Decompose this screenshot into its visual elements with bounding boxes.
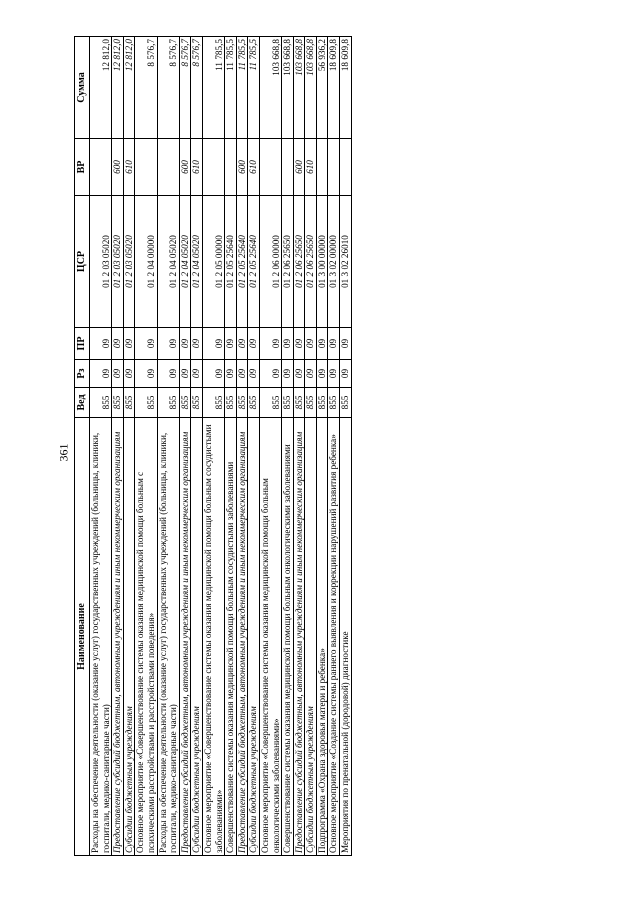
cell-ved: 855 (236, 388, 248, 418)
cell-name: Предоставление субсидий бюджетным, автономным учреждениям и иным некоммерческим организациям (236, 418, 248, 856)
cell-rz: 09 (90, 360, 112, 388)
cell-name: Расходы на обеспечение деятельности (оказание услуг) государственных учреждений (больницы, клиники, госпитали, медико-санитарные части) (157, 418, 179, 856)
cell-csr: 01 3 02 26010 (340, 196, 352, 328)
cell-ved: 855 (179, 388, 191, 418)
cell-vr: 610 (123, 139, 135, 196)
header-rz: Рз (75, 360, 90, 388)
cell-csr: 01 2 05 25640 (248, 196, 260, 328)
cell-ved: 855 (328, 388, 340, 418)
cell-sum: 11 785,5 (248, 37, 260, 139)
cell-name: Субсидии бюджетным учреждениям (191, 418, 203, 856)
cell-rz: 09 (248, 360, 260, 388)
cell-rz: 09 (259, 360, 281, 388)
cell-name: Расходы на обеспечение деятельности (оказание услуг) государственных учреждений (больницы, клиники, госпитали, медико-санитарные части) (90, 418, 112, 856)
cell-vr: 610 (248, 139, 260, 196)
cell-vr: 610 (191, 139, 203, 196)
cell-csr: 01 2 06 25650 (293, 196, 305, 328)
cell-pr: 09 (305, 328, 317, 360)
cell-vr: 600 (112, 139, 124, 196)
cell-vr (282, 139, 294, 196)
cell-name: Субсидии бюджетным учреждениям (248, 418, 260, 856)
cell-ved: 855 (135, 388, 157, 418)
cell-rz: 09 (316, 360, 328, 388)
cell-ved: 855 (191, 388, 203, 418)
cell-rz: 09 (135, 360, 157, 388)
cell-vr (202, 139, 224, 196)
cell-sum: 11 785,5 (236, 37, 248, 139)
table-row (259, 37, 281, 856)
cell-pr: 09 (112, 328, 124, 360)
cell-vr: 600 (179, 139, 191, 196)
cell-sum: 11 785,5 (202, 37, 224, 139)
cell-name: Субсидии бюджетным учреждениям (305, 418, 317, 856)
cell-ved: 855 (90, 388, 112, 418)
header-name: Наименование (75, 418, 90, 856)
cell-pr: 09 (259, 328, 281, 360)
cell-pr: 09 (90, 328, 112, 360)
cell-sum: 18 609,8 (328, 37, 340, 139)
cell-name: Основное мероприятие «Совершенствование системы оказания медицинской помощи больным с психическими расстройствами и расстройствами поведения» (135, 418, 157, 856)
cell-vr: 600 (236, 139, 248, 196)
cell-vr (328, 139, 340, 196)
cell-csr: 01 2 05 00000 (202, 196, 224, 328)
cell-sum: 103 668,8 (259, 37, 281, 139)
table-row (328, 37, 340, 856)
cell-rz: 09 (305, 360, 317, 388)
cell-name: Предоставление субсидий бюджетным, автономным учреждениям и иным некоммерческим организациям (112, 418, 124, 856)
table-row (112, 37, 124, 856)
cell-name: Субсидии бюджетным учреждениям (123, 418, 135, 856)
cell-ved: 855 (259, 388, 281, 418)
cell-csr: 01 2 04 05020 (157, 196, 179, 328)
cell-name: Мероприятия по пренатальной (дородовой) диагностике (340, 418, 352, 856)
cell-rz: 09 (328, 360, 340, 388)
cell-rz: 09 (191, 360, 203, 388)
cell-csr: 01 2 06 25650 (305, 196, 317, 328)
budget-table (74, 36, 352, 856)
rotated-page-content (74, 37, 576, 856)
table-row (202, 37, 224, 856)
cell-rz: 09 (123, 360, 135, 388)
cell-pr: 09 (123, 328, 135, 360)
cell-sum: 8 576,7 (179, 37, 191, 139)
cell-csr: 01 2 05 25640 (225, 196, 237, 328)
cell-vr: 610 (305, 139, 317, 196)
cell-pr: 09 (191, 328, 203, 360)
table-row (123, 37, 135, 856)
cell-sum: 11 785,5 (225, 37, 237, 139)
cell-pr: 09 (328, 328, 340, 360)
cell-vr (340, 139, 352, 196)
cell-csr: 01 2 04 05020 (191, 196, 203, 328)
table-row (157, 37, 179, 856)
table-row (293, 37, 305, 856)
cell-sum: 103 668,8 (293, 37, 305, 139)
cell-ved: 855 (293, 388, 305, 418)
cell-ved: 855 (112, 388, 124, 418)
cell-ved: 855 (305, 388, 317, 418)
page-number: 361 (56, 443, 71, 462)
cell-pr: 09 (135, 328, 157, 360)
cell-csr: 01 3 00 00000 (316, 196, 328, 328)
cell-name: Совершенствование системы оказания медицинской помощи больным онкологическими заболеваниями (282, 418, 294, 856)
table-row (248, 37, 260, 856)
cell-sum: 18 609,8 (340, 37, 352, 139)
cell-rz: 09 (225, 360, 237, 388)
table-header-row (75, 37, 90, 856)
cell-sum: 12 812,0 (112, 37, 124, 139)
table-row (305, 37, 317, 856)
cell-sum: 8 576,7 (191, 37, 203, 139)
table-row (316, 37, 328, 856)
table-row (90, 37, 112, 856)
cell-ved: 855 (316, 388, 328, 418)
cell-csr: 01 2 04 05020 (179, 196, 191, 328)
cell-vr (135, 139, 157, 196)
header-pr: ПР (75, 328, 90, 360)
cell-sum: 103 668,8 (282, 37, 294, 139)
table-row (179, 37, 191, 856)
header-csr: ЦСР (75, 196, 90, 328)
cell-ved: 855 (340, 388, 352, 418)
cell-name: Предоставление субсидий бюджетным, автономным учреждениям и иным некоммерческим организациям (293, 418, 305, 856)
cell-vr (157, 139, 179, 196)
cell-csr: 01 2 04 00000 (135, 196, 157, 328)
cell-csr: 01 2 05 25640 (236, 196, 248, 328)
cell-rz: 09 (112, 360, 124, 388)
cell-ved: 855 (248, 388, 260, 418)
cell-ved: 855 (202, 388, 224, 418)
cell-rz: 09 (340, 360, 352, 388)
header-ved: Вед (75, 388, 90, 418)
cell-ved: 855 (123, 388, 135, 418)
cell-csr: 01 2 06 25650 (282, 196, 294, 328)
table-row (191, 37, 203, 856)
cell-name: Подпрограмма «Охрана здоровья матери и ребенка» (316, 418, 328, 856)
cell-name: Основное мероприятие «Создание системы раннего выявления и коррекции нарушений развития ребенка» (328, 418, 340, 856)
cell-csr: 01 2 03 05020 (123, 196, 135, 328)
table-row (282, 37, 294, 856)
cell-sum: 8 576,7 (157, 37, 179, 139)
cell-rz: 09 (202, 360, 224, 388)
cell-sum: 8 576,7 (135, 37, 157, 139)
cell-pr: 09 (293, 328, 305, 360)
cell-pr: 09 (236, 328, 248, 360)
cell-name: Предоставление субсидий бюджетным, автономным учреждениям и иным некоммерческим организациям (179, 418, 191, 856)
cell-sum: 56 936,2 (316, 37, 328, 139)
cell-vr: 600 (293, 139, 305, 196)
cell-ved: 855 (157, 388, 179, 418)
cell-name: Основное мероприятие «Совершенствование системы оказания медицинской помощи больным онкологическими заболеваниями» (259, 418, 281, 856)
header-vr: ВР (75, 139, 90, 196)
cell-vr (316, 139, 328, 196)
cell-pr: 09 (340, 328, 352, 360)
cell-csr: 01 2 03 05020 (112, 196, 124, 328)
cell-ved: 855 (225, 388, 237, 418)
cell-ved: 855 (282, 388, 294, 418)
cell-pr: 09 (179, 328, 191, 360)
cell-name: Основное мероприятие «Совершенствование системы оказания медицинской помощи больным сосудистыми заболеваниями» (202, 418, 224, 856)
cell-pr: 09 (248, 328, 260, 360)
header-sum: Сумма (75, 37, 90, 139)
cell-pr: 09 (282, 328, 294, 360)
cell-csr: 01 2 06 00000 (259, 196, 281, 328)
cell-rz: 09 (179, 360, 191, 388)
cell-vr (90, 139, 112, 196)
cell-sum: 103 668,8 (305, 37, 317, 139)
table-row (225, 37, 237, 856)
cell-rz: 09 (293, 360, 305, 388)
table-row (236, 37, 248, 856)
cell-pr: 09 (225, 328, 237, 360)
cell-rz: 09 (236, 360, 248, 388)
cell-rz: 09 (282, 360, 294, 388)
cell-pr: 09 (202, 328, 224, 360)
cell-pr: 09 (157, 328, 179, 360)
cell-csr: 01 2 03 05020 (90, 196, 112, 328)
cell-rz: 09 (157, 360, 179, 388)
cell-csr: 01 3 02 00000 (328, 196, 340, 328)
cell-name: Совершенствование системы оказания медицинской помощи больным сосудистыми заболеваниями (225, 418, 237, 856)
cell-sum: 12 812,0 (90, 37, 112, 139)
cell-vr (225, 139, 237, 196)
cell-pr: 09 (316, 328, 328, 360)
cell-vr (259, 139, 281, 196)
cell-sum: 12 812,0 (123, 37, 135, 139)
table-row (135, 37, 157, 856)
table-row (340, 37, 352, 856)
